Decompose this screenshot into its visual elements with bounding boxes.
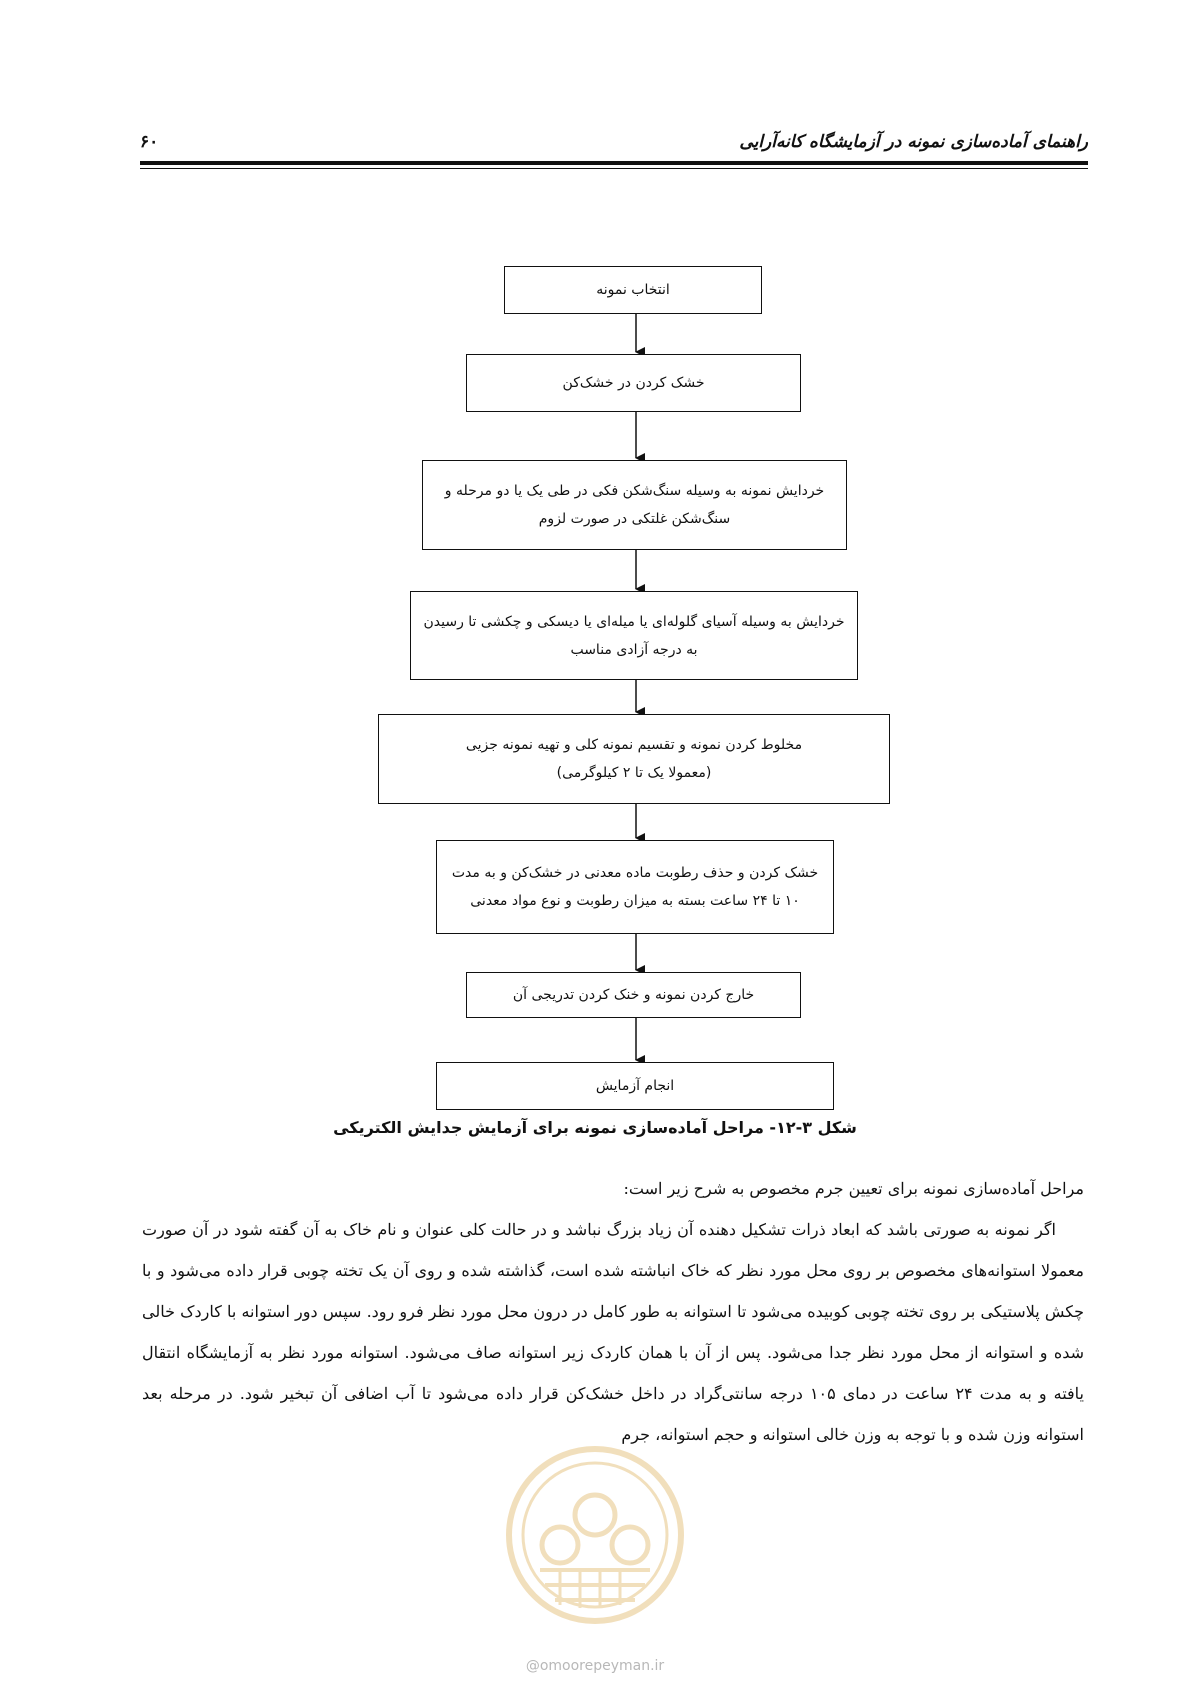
flow-step-2 bbox=[466, 354, 801, 412]
flow-step-text: خشک کردن و حذف رطوبت ماده معدنی در خشک‌کن و به مدت bbox=[451, 865, 819, 881]
flow-step-3 bbox=[422, 460, 847, 550]
flow-step-text: به درجه آزادی مناسب bbox=[570, 641, 698, 658]
flow-step-6 bbox=[436, 840, 834, 934]
flow-step-5 bbox=[378, 714, 890, 804]
flow-step-text: خردایش نمونه به وسیله سنگ‌شکن فکی در طی یک یا دو مرحله و bbox=[444, 483, 825, 499]
flow-step-8 bbox=[436, 1062, 834, 1110]
flow-step-text: خردایش به وسیله آسیای گلوله‌ای یا میله‌ای یا دیسکی و چکشی تا رسیدن bbox=[423, 613, 845, 630]
flow-step-text: انجام آزمایش bbox=[595, 1078, 675, 1094]
body-text bbox=[142, 1168, 1084, 1455]
flow-step-7 bbox=[466, 972, 801, 1018]
flow-step-text: خشک کردن در خشک‌کن bbox=[562, 375, 705, 391]
flow-step-text: ۱۰ تا ۲۴ ساعت بسته به میزان رطوبت و نوع مواد معدنی bbox=[470, 893, 800, 909]
flow-step-1 bbox=[504, 266, 762, 314]
body-paragraph: اگر نمونه به صورتی باشد که ابعاد ذرات تشکیل دهنده آن زیاد بزرگ نباشد و در حالت کلی عنوان و نام خاک به آن گفته شود در آن صورت معمولا استوانه‌های مخصوص بر روی محل مورد نظر که خاک انباشته شده است، گذاشته شده و روی آن یک تخته چوبی قرار داده می‌شود و با چکش پلاستیکی بر روی تخته چوبی کوبیده می‌شود تا استوانه به طور کامل در درون محل مورد نظر فرو رود. سپس دور استوانه با کاردک خالی شده و استوانه از محل مورد نظر جدا می‌شود. پس از آن با همان کاردک زیر استوانه صاف می‌شود. استوانه مورد نظر به آزمایشگاه انتقال یافته و به مدت ۲۴ ساعت در دمای ۱۰۵ درجه سانتی‌گراد در داخل خشک‌کن قرار داده می‌شود تا آب اضافی آن تبخیر شود. در مرحله بعد استوانه وزن شده و با توجه به وزن خالی استوانه و حجم استوانه، جرم bbox=[142, 1220, 1085, 1444]
page-number: ۶۰ bbox=[140, 132, 159, 152]
flow-step-text: (معمولا یک تا ۲ کیلوگرمی) bbox=[556, 765, 712, 781]
flow-step-text: مخلوط کردن نمونه و تقسیم نمونه کلی و تهیه نمونه جزیی bbox=[465, 737, 803, 753]
book-title: راهنمای آماده‌سازی نمونه در آزمایشگاه کانه‌آرایی bbox=[739, 132, 1088, 152]
watermark-seal bbox=[500, 1440, 690, 1630]
watermark-site: @omoorepeyman.ir bbox=[525, 1658, 665, 1674]
figure-caption: شکل ۳-۱۲- مراحل آماده‌سازی نمونه برای آزمایش جدایش الکتریکی bbox=[333, 1118, 857, 1137]
flow-step-text: انتخاب نمونه bbox=[596, 282, 670, 298]
intro-line: مراحل آماده‌سازی نمونه برای تعیین جرم مخصوص به شرح زیر است: bbox=[623, 1179, 1084, 1198]
flow-step-text: خارج کردن نمونه و خنک کردن تدریجی آن bbox=[512, 987, 755, 1003]
flow-step-4 bbox=[410, 591, 858, 680]
flow-step-text: سنگ‌شکن غلتکی در صورت لزوم bbox=[538, 511, 731, 527]
